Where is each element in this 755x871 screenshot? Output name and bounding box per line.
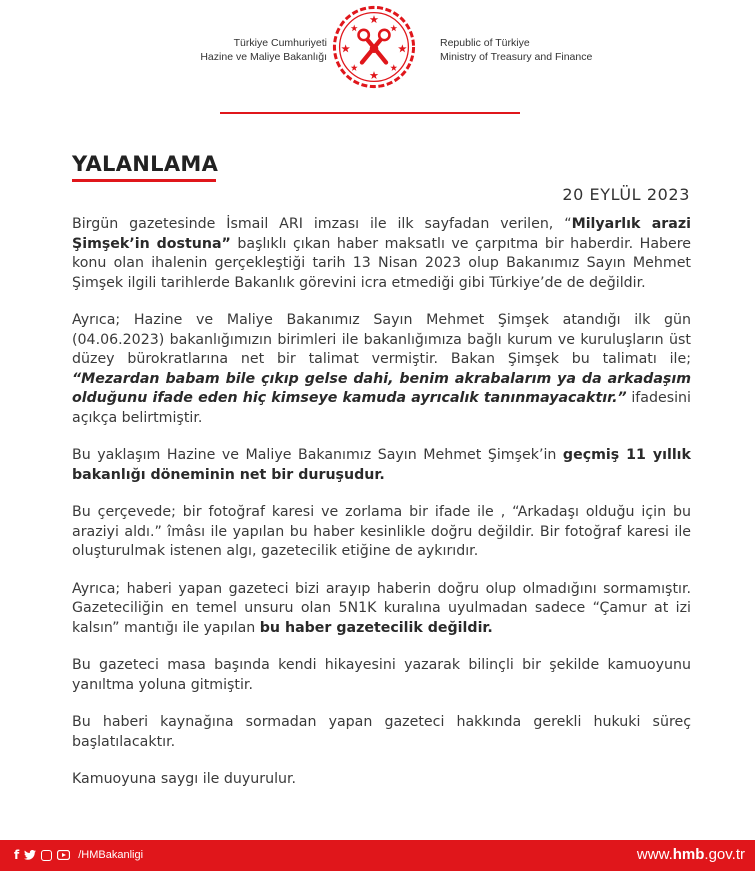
republic-label-tr: Türkiye Cumhuriyeti	[233, 37, 327, 49]
site-prefix: www.	[636, 846, 673, 863]
p3-text-a: Bu yaklaşım Hazine ve Maliye Bakanımız Sayın Mehmet Şimşek’in	[72, 447, 563, 463]
twitter-icon[interactable]	[24, 850, 36, 860]
youtube-icon[interactable]	[57, 850, 70, 860]
republic-label-en: Republic of Türkiye	[440, 37, 530, 49]
letterhead-turkish	[200, 36, 327, 64]
document-date: 20 EYLÜL 2023	[562, 185, 690, 204]
footer-bar	[0, 840, 755, 871]
paragraph-4: Bu çerçevede; bir fotoğraf karesi ve zorlama bir ifade ile , “Arkadaşı olduğu için bu araziyi aldı.” îmâsı ile yapılan bu haber kesinlikle doğru değildir. Bir fotoğraf karesi ile oluşturulmak istenen algı, gazetecilik etiğine de aykırıdır.	[72, 504, 691, 559]
website-link[interactable]	[637, 846, 745, 863]
paragraph-8: Kamuoyuna saygı ile duyurulur.	[72, 771, 297, 787]
p5-text-a: Ayrıca; haberi yapan gazeteci bizi arayıp haberin doğru olup olmadığını sormamıştır. Gazeteciliğin en temel unsuru olan 5N1K kuralına uyulmadan sadece “Çamur at izi kalsın” mantığı ile yapılan	[72, 580, 691, 636]
p2-text-a: Ayrıca; Hazine ve Maliye Bakanımız Sayın Mehmet Şimşek atandığı ilk gün (04.06.2023) bakanlığımızın birimleri ile bakanlığımıza bağlı kurum ve kuruluşların üst düzey bürokratlarına net bir talimat vermiştir. Bakan Şimşek bu talimatı ile;	[72, 312, 691, 367]
p2-text-c: ifadesini açıkça belirtmiştir.	[72, 390, 691, 426]
title-underline	[72, 179, 216, 182]
social-links	[14, 849, 143, 861]
site-bold: hmb	[672, 846, 705, 863]
header-divider	[220, 112, 520, 114]
paragraph-3	[72, 446, 691, 485]
document-body	[72, 215, 691, 790]
paragraph-2	[72, 311, 691, 428]
ministry-label-en: Ministry of Treasury and Finance	[440, 51, 593, 63]
letterhead	[0, 0, 755, 120]
letterhead-english	[440, 36, 592, 64]
document-title: YALANLAMA	[72, 152, 219, 176]
site-suffix: .gov.tr	[704, 846, 745, 863]
paragraph-1	[72, 215, 691, 293]
p1-text-c: başlıklı çıkan haber maksatlı ve çarpıtma bir haberdir. Habere konu olan ihalenin gerçekleştiği tarih 13 Nisan 2023 olup Bakanımız Sayın Mehmet Şimşek ilgili tarihlerde Bakanlık görevini icra etmediği gibi Türkiye’de de değildir.	[72, 235, 692, 291]
paragraph-5	[72, 580, 691, 639]
paragraph-6: Bu gazeteci masa başında kendi hikayesini yazarak bilinçli bir şekilde kamuoyunu yanıltma yoluna gitmiştir.	[72, 657, 691, 693]
p2-minister-quote: “Mezardan babam bile çıkıp gelse dahi, benim akrabalarım ya da arkadaşım olduğunu ifade eden hiç kimseye kamuda ayrıcalık tanınmayacaktır.”	[72, 370, 691, 406]
p1-headline-quote: Milyarlık arazi Şimşek’in dostuna”	[72, 216, 692, 252]
p1-text-a: Birgün gazetesinde İsmail ARI imzası ile ilk sayfadan verilen, “	[72, 216, 572, 232]
paragraph-7: Bu haberi kaynağına sormadan yapan gazeteci hakkında gerekli hukuki süreç başlatılacaktır.	[72, 714, 691, 750]
ministry-emblem-icon	[331, 4, 417, 90]
p5-emphasis: bu haber gazetecilik değildir.	[259, 619, 493, 636]
social-handle[interactable]: /HMBakanligi	[78, 849, 144, 861]
instagram-icon[interactable]	[41, 850, 52, 861]
facebook-icon[interactable]: f	[14, 848, 20, 862]
p3-emphasis: geçmiş 11 yıllık bakanlığı döneminin net bir duruşudur.	[72, 447, 691, 483]
ministry-label-tr: Hazine ve Maliye Bakanlığı	[200, 51, 327, 63]
